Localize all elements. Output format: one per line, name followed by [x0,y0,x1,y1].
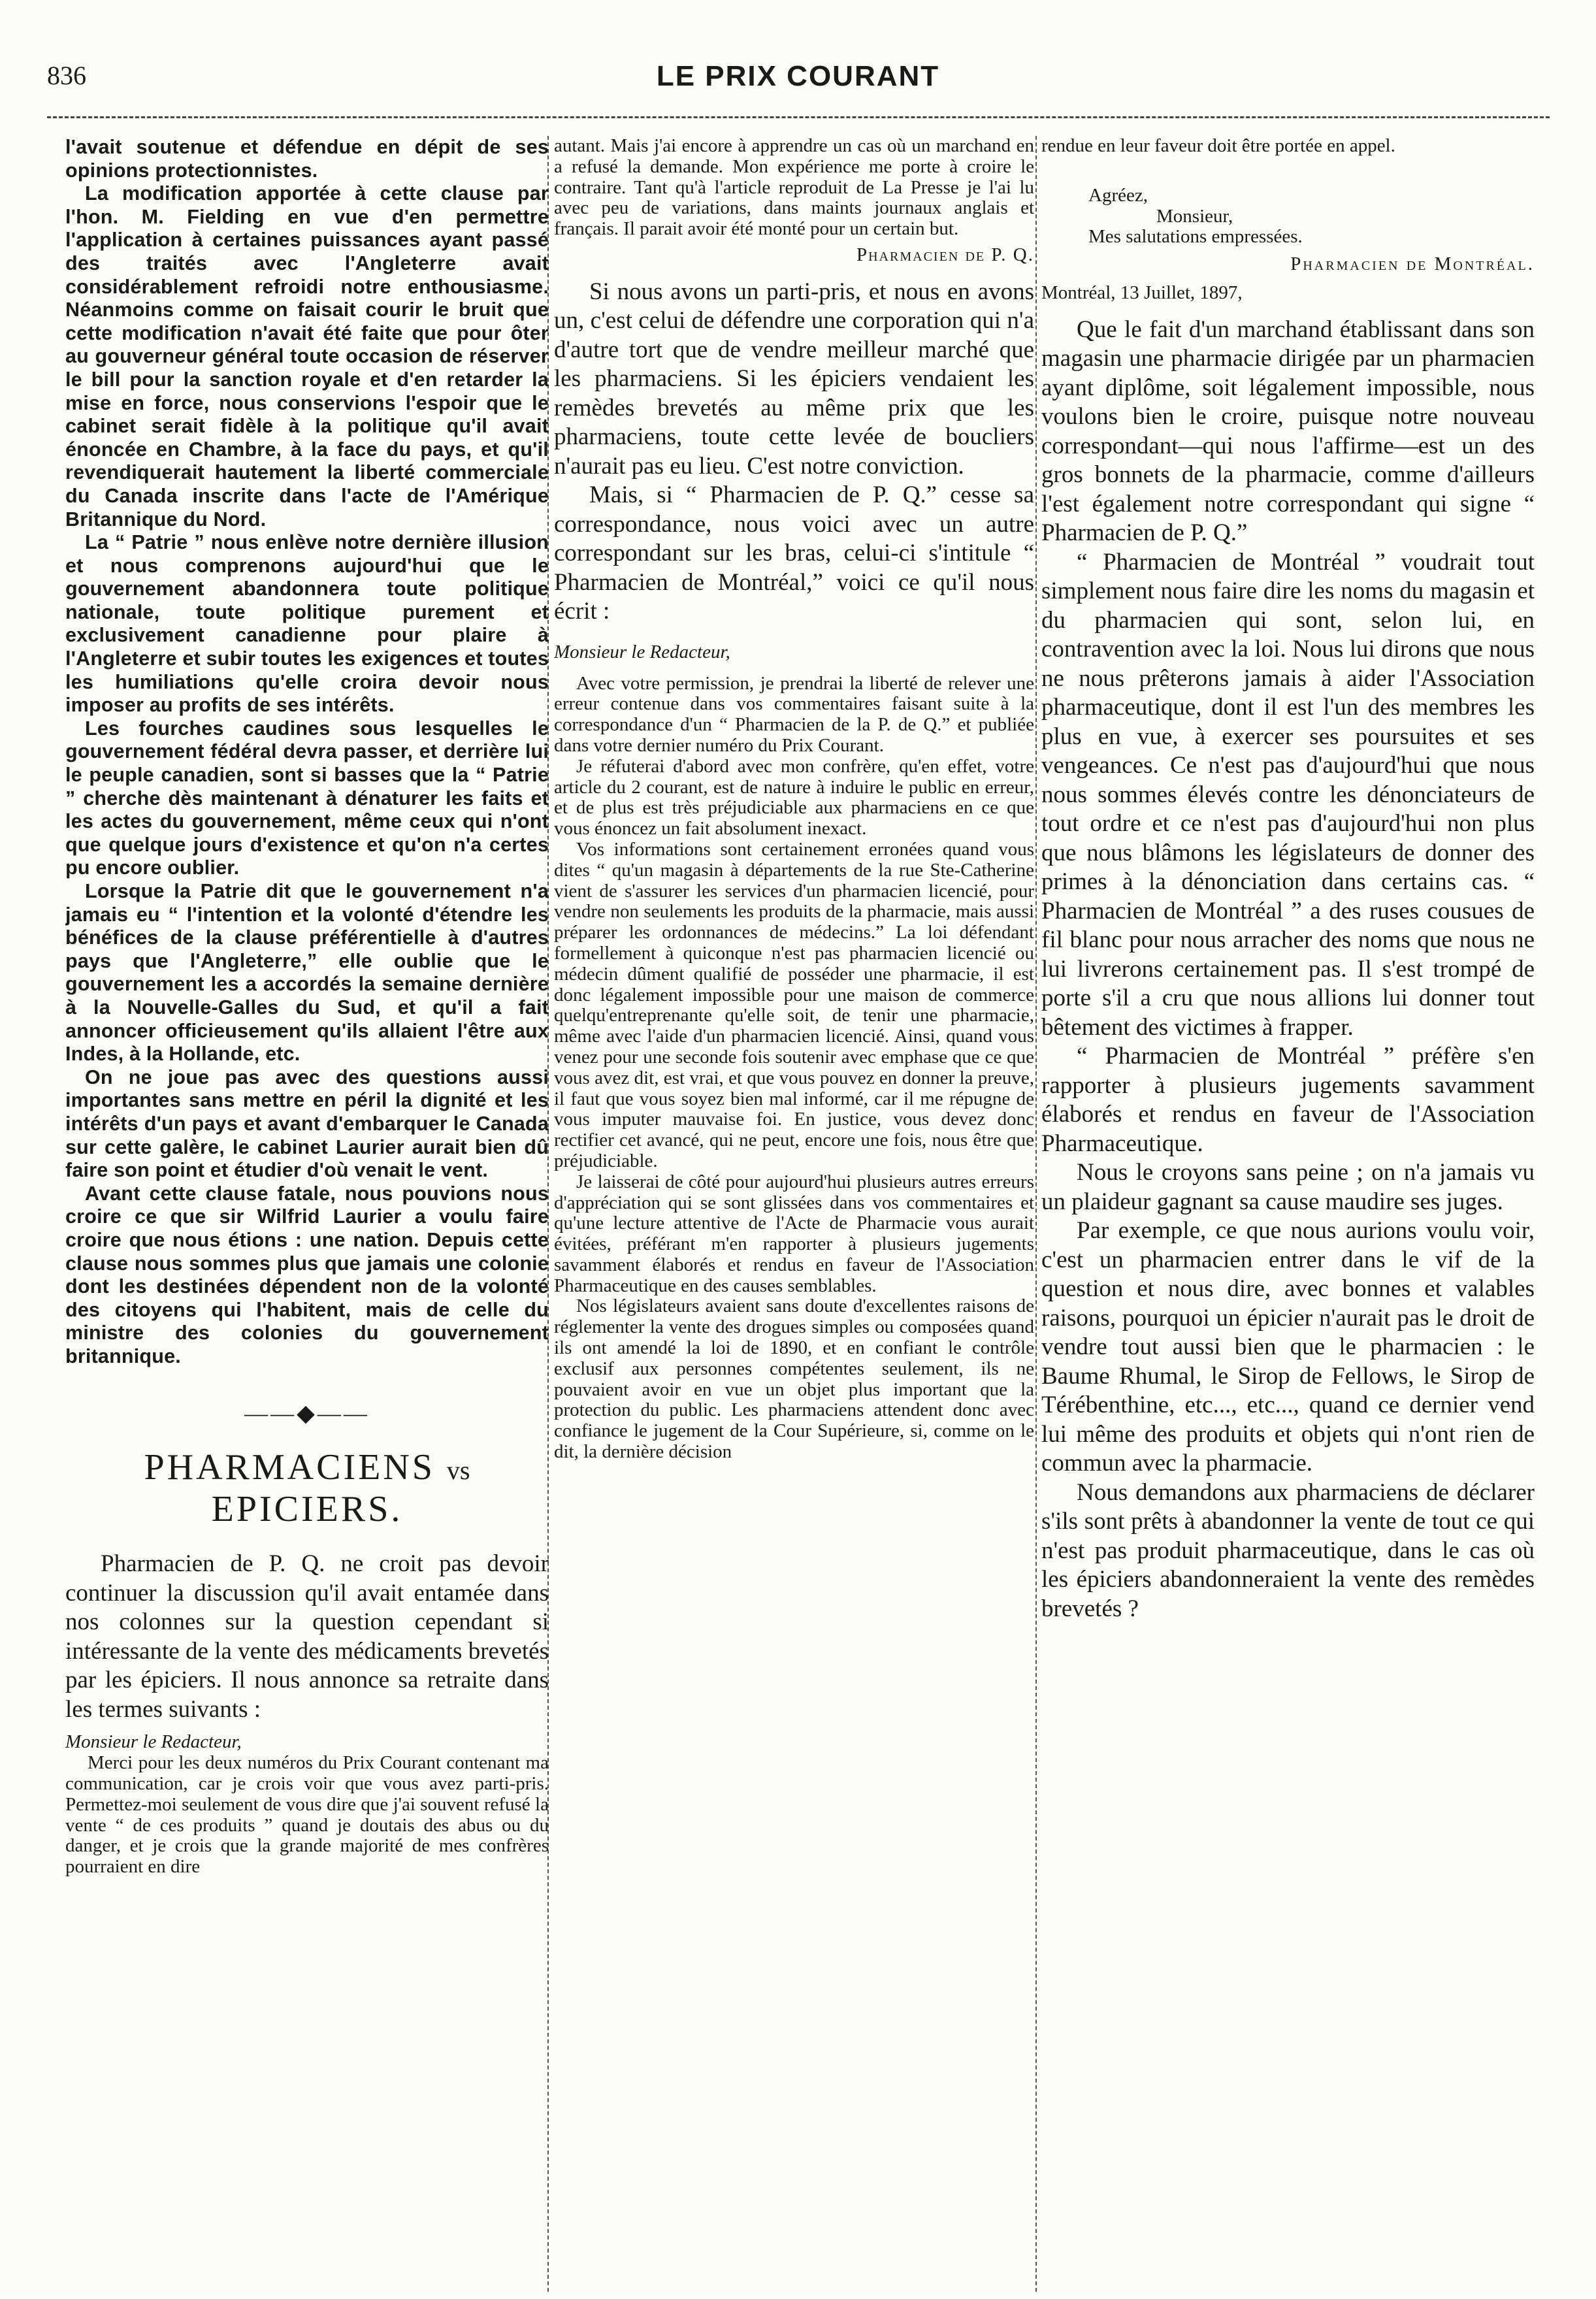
paragraph: Avant cette clause fatale, nous pouvions nous croire ce que sir Wilfrid Laurier a voulu faire croire que nous étions : une nation. Depuis cette clause nous sommes plus que jamais une colonie dont les destinées dépendent non de la volonté des citoyens qui l'habitent, mais de celle du ministre des colonies du gouvernement britannique. [65,1182,549,1367]
dateline: Montréal, 13 Juillet, 1897, [1041,282,1243,303]
section-title-vs: vs [446,1456,470,1486]
paragraph: Mais, si “ Pharmacien de P. Q.” cesse sa correspondance, nous voici avec un autre correspondant sur les bras, celui-ci s'intitule “ Pharmacien de Montréal,” voici ce qu'il nous écrit : [554,481,1034,625]
paragraph: autant. Mais j'ai encore à apprendre un cas où un marchand en a refusé la demande. Mon expérience me porte à croire le contraire. Tant qu'à l'article reproduit de La Presse je l'ai lu avec peu de variations, dans maints journaux anglais et français. Il parait avoir été monté pour un certain but. [554,136,1034,240]
paragraph: l'avait soutenue et défendue en dépit de ses opinions protectionnistes. [65,136,549,182]
paragraph: Avec votre permission, je prendrai la liberté de relever une erreur contenue dans vos commentaires faisant suite à la correspondance d'un “ Pharmacien de la P. de Q.” et publiée dans votre dernier numéro du Prix Courant. [554,672,1034,756]
paragraph: La “ Patrie ” nous enlève notre dernière illusion et nous comprenons aujourd'hui que le gouvernement abandonnera toute politique nationale, toute politique purement et exclusivement canadienne pour plaire à l'Angleterre et subir toutes les exigences et toutes les humiliations qu'elle croira devoir nous imposer au profits de ses intérêts. [65,531,549,717]
section-ornament: ——◆—— [244,1400,370,1427]
article-text [65,1550,549,1724]
letter-signature: Pharmacien de Montréal. [1290,253,1535,275]
letter-closing: Agréez, [1088,184,1148,206]
paragraph: Nous le croyons sans peine ; on n'a jamais vu un plaideur gagnant sa cause maudire ses juges. [1041,1159,1535,1215]
article-text [554,278,1034,627]
column-3 [1041,136,1535,2279]
column-1 [65,136,549,2279]
paragraph: Si nous avons un parti-pris, et nous en avons un, c'est celui de défendre une corporation qui n'a d'autre tort que de vendre meilleur marché que les pharmaciens. Si les épiciers vendaient les remèdes brevetés au même prix que les pharmaciens, toute cette levée de boucliers n'aurait pas eu lieu. C'est notre conviction. [554,278,1034,480]
paragraph: Nous demandons aux pharmaciens de déclarer s'ils sont prêts à abandonner la vente de tout ce qui n'est pas produit pharmaceutique, dans le cas où les épiciers abandonneraient la vente des remèdes brevetés ? [1041,1478,1535,1622]
section-title-part2: EPICIERS. [211,1489,403,1530]
section-title [65,1446,549,1530]
column-divider-2 [1035,136,1037,2292]
paragraph: Par exemple, ce que nous aurions voulu voir, c'est un pharmacien entrer dans le vif de la question et nous dire, avec bonnes et valables raisons, pourquoi un épicier n'aurait pas le droit de vendre tout aussi bien que le pharmacien : le Baume Rhumal, le Sirop de Fellows, le Sirop de Térébenthine, etc..., etc..., quand ce dernier vend lui même des produits et objets qui n'ont rien de commun avec la pharmacie. [1041,1217,1535,1477]
article-text [1041,316,1535,1624]
letter-signature: Pharmacien de P. Q. [856,244,1034,265]
paragraph: Lorsque la Patrie dit que le gouvernement n'a jamais eu “ l'intention et la volonté d'étendre les bénéfices de la clause préférentielle à d'autres pays que l'Angleterre,” elle oublie que le gouvernement les a accordés la semaine dernière à la Nouvelle-Galles du Sud, et qu'il a fait annoncer officieusement qu'ils allaient l'être aux Indes, à la Hollande, etc. [65,880,549,1066]
paragraph: rendue en leur faveur doit être portée en appel. [1041,136,1395,156]
paragraph: Les fourches caudines sous lesquelles le gouvernement fédéral devra passer, et derrière lui le peuple canadien, sont si basses que la “ Patrie ” cherche dès maintenant à dénaturer les faits et les actes du gouvernement, même ceux qui n'ont que quelque jours d'existence et qu'on n'a certes pu encore oublier. [65,717,549,879]
letter-text [65,1732,549,1878]
paragraph: Merci pour les deux numéros du Prix Courant contenant ma communication, car je crois voir que vous avez parti-pris. Permettez-moi seulement de vous dire que j'ai souvent refusé la vente “ de ces produits ” quand je doutais des abus ou du danger, et je crois que la grande majorité de mes confrères pourraient en dire [65,1752,549,1878]
paragraph: “ Pharmacien de Montréal ” voudrait tout simplement nous faire dire les noms du magasin et du pharmacien qui sont, selon lui, en contravention avec la loi. Nous lui dirons que nous ne nous prêterons jamais à aider l'Association pharmaceutique, dont il est l'un des membres les plus en vue, à exercer ses poursuites et ses vengeances. Ce n'est pas d'aujourd'hui que nous nous sommes élevés contre les dénonciateurs de tout ordre et ce n'est pas d'aujourd'hui non plus que nous blâmons les législateurs de donner des primes à la dénonciation dans certains cas. “ Pharmacien de Montréal ” a des ruses cousues de fil blanc pour nous arracher des noms que nous ne lui livrerons certainement pas. Il s'est trompé de porte s'il a cru que nous allions lui donner tout bêtement des victimes à frapper. [1041,548,1535,1041]
letter-text [554,136,1034,266]
header-rule [47,116,1550,118]
paragraph: La modification apportée à cette clause par l'hon. M. Fielding en vue d'en permettre l'application à certaines puissances ayant passé des traités avec l'Angleterre avait considérablement refroidi notre enthousiasme. Néanmoins comme on faisait courir le bruit que cette modification n'avait été faite que pour ôter au gouverneur général toute occasion de réserver le bill pour la sanction royale et d'en retarder la mise en force, nous conservions l'espoir que le cabinet serait fidèle à la politique qu'il avait énoncée en Chambre, à la face du pays, et qu'il revendiquerait hautement la liberté commerciale du Canada inscrite dans l'acte de l'Amérique Britannique du Nord. [65,182,549,530]
paragraph: Vos informations sont certainement erronées quand vous dites “ qu'un magasin à départements de la rue Ste-Catherine vient de s'assurer les services d'un pharmacien licencié, pour vendre non seulements les produits de la pharmacie, mais aussi préparer les ordonnances de médecins.” La loi défendant formellement à quiconque n'est pas pharmacien licencié ou médecin dûment qualifié de posséder une pharmacie, il est donc légalement impossible pour une maison de commerce quelqu'entreprenante qu'elle soit, de tenir une pharmacie, même avec l'aide d'un pharmacien licencié. Ainsi, quand vous venez pour une seconde fois soutenir avec emphase que ce que vous avez dit, est vrai, et que vous pouvez en donner la preuve, il faut que vous soyez bien mal informé, car il me répugne de vous imputer mauvaise foi. En justice, vous devez donc rectifier cet avancé, qui ne peut, encore une fois, nous être que préjudiciable. [554,838,1034,1171]
letter-text [554,642,1034,1463]
paragraph: Que le fait d'un marchand établissant dans son magasin une pharmacie dirigée par un pharmacien ayant diplôme, soit légalement impossible, nous voulons bien le croire, puisque notre nouveau correspondant—qui nous l'affirme—est un des gros bonnets de la pharmacie, comme d'ailleurs l'est également notre correspondant qui signe “ Pharmacien de P. Q.” [1041,316,1535,547]
paragraph: On ne joue pas avec des questions aussi importantes sans mettre en péril la dignité et les intérêts d'un pays et avant d'embarquer le Canada sur cette galère, le cabinet Laurier aurait bien dû faire son point et étudier d'où venait le vent. [65,1066,549,1182]
paragraph: “ Pharmacien de Montréal ” préfère s'en rapporter à plusieurs jugements savamment élaborés et rendus en faveur de l'Association Pharmaceutique. [1041,1043,1535,1157]
letter-salutation: Monsieur le Redacteur, [554,641,730,662]
section-title-part1: PHARMACIENS [144,1447,435,1488]
page-number: 836 [47,61,86,90]
paragraph: Pharmacien de P. Q. ne croit pas devoir continuer la discussion qu'il avait entamée dans nos colonnes sur la question cependant si intéressante de la vente des médicaments brevetés par les épiciers. Il nous annonce sa retraite dans les termes suivants : [65,1550,549,1723]
letter-text [1041,136,1535,304]
paragraph: Je réfuterai d'abord avec mon confrère, qu'en effet, votre article du 2 courant, est de nature à induire le public en erreur, et de plus est très préjudiciable aux pharmaciens en ce que vous énoncez un fait absolument inexact. [554,755,1034,840]
running-head-title: LE PRIX COURANT [656,60,940,92]
letter-closing: Mes salutations empressées. [1088,226,1303,248]
paragraph: Je laisserai de côté pour aujourd'hui plusieurs autres erreurs d'appréciation qui se sont glissées dans vos commentaires et qu'une lecture attentive de l'Acte de Pharmacie vous aurait évitées, préférant m'en rapporter à plusieurs jugements savamment élaborés et rendus en faveur de l'Association Pharmaceutique en des causes semblables. [554,1171,1034,1296]
editorial-text [65,136,549,1368]
paragraph: Nos législateurs avaient sans doute d'excellentes raisons de réglementer la vente des drogues simples ou composées quand ils ont amendé la loi de 1890, et en confiant le contrôle exclusif aux personnes compétentes seulement, ils ne pouvaient avoir en vue un objet plus important que la protection du public. Les pharmaciens attendent donc avec confiance le jugement de la Cour Supérieure, si, comme on le dit, la dernière décision [554,1296,1034,1463]
letter-salutation: Monsieur le Redacteur, [65,1731,242,1753]
letter-closing: Monsieur, [1156,205,1233,227]
column-2 [554,136,1034,2279]
